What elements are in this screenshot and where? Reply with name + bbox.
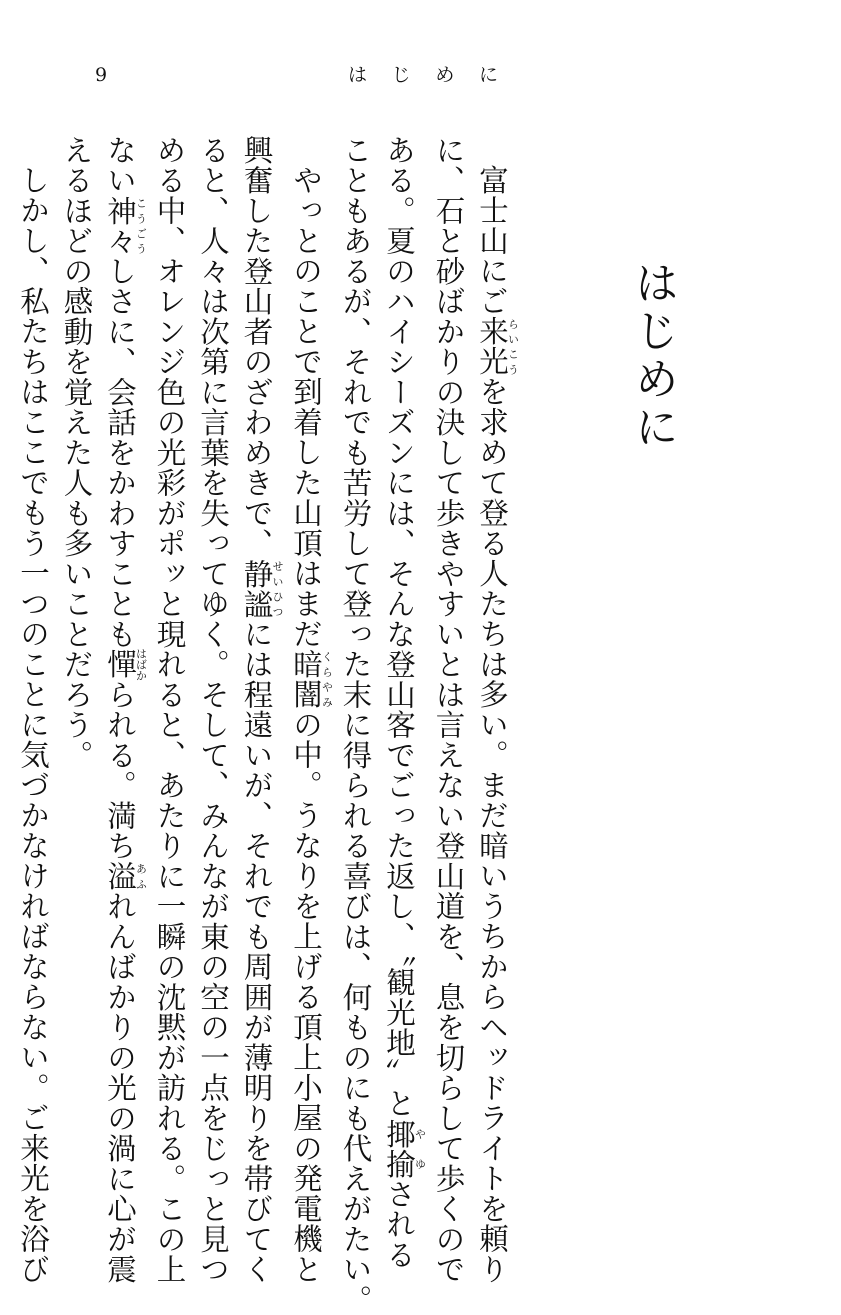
ruby-base: 暗闇 [289,649,323,710]
text-line: める中、オレンジ色の光彩がポッと現れると、あたりに一瞬の沈黙が訪れる。この上 [152,135,187,1285]
text-segment: ある。夏のハイシーズンには、そんな登山客でごった返し、〝観光地〟と [382,135,416,1119]
ruby-base: 神々 [103,195,137,256]
text-segment: やっとのことで到着した山頂はまだ [289,165,323,649]
chapter-title: はじめに [627,260,678,452]
text-line: しかし、私たちはここでもう一つのことに気づかなければならない。ご来光を浴び [16,165,50,1285]
ruby-annotation [475,316,520,377]
ruby-base: 憚 [103,647,137,681]
text-line [98,135,148,1285]
text-line: に、石と砂ばかりの決して歩きやすいとは言えない登山道を、息を切らして歩くので [431,135,466,1285]
text-segment: られる。満ち [103,679,137,861]
ruby-base: 来光 [475,316,509,377]
text-segment: ない [103,135,137,196]
ruby-annotation [382,1118,427,1180]
ruby-annotation [239,558,284,620]
text-segment: れんばかりの光の渦に心が震 [103,891,137,1285]
running-head [348,66,498,85]
ruby-reading: くらやみ [320,649,334,710]
text-segment: の中。うなりを上げる頂上小屋の発電機と [289,709,323,1285]
text-segment: 興奮した登山者のざわめきで、 [239,135,274,559]
text-line [234,135,284,1285]
text-line [377,135,427,1270]
ruby-annotation [103,647,148,681]
text-line: ると、人々は次第に言葉を失ってゆく。そして、みんなが東の空の一点をじっと見つ [196,135,230,1285]
ruby-annotation [289,649,334,710]
text-segment: 富士山にご [475,165,509,317]
ruby-base: 揶揄 [382,1118,416,1179]
text-segment: しさに、会話をかわすことも [103,256,137,650]
running-head-char: に [478,64,498,86]
text-line [284,135,334,1285]
ruby-annotation [103,195,148,257]
ruby-reading: あふ [134,861,148,892]
running-head-char: め [435,64,455,86]
ruby-base: 静謐 [239,558,274,619]
text-line [470,135,520,1285]
ruby-reading: せいひつ [271,558,284,619]
text-segment: には程遠いが、それでも周囲が薄明りを帯びてく [239,619,274,1285]
running-head-char: じ [391,64,411,86]
ruby-base: 溢 [103,861,137,892]
ruby-reading: らいこう [506,316,520,377]
text-segment: を求めて登る人たちは多い。まだ暗いうちからヘッドライトを頼り [475,376,509,1285]
body-text [11,135,520,1315]
ruby-reading: こうごう [134,195,148,256]
page-number: 9 [95,64,108,86]
text-segment: される [382,1179,416,1270]
ruby-reading: やゆ [413,1118,427,1179]
ruby-annotation [103,861,148,892]
running-head-char: は [348,64,368,86]
ruby-reading: はばか [134,647,148,681]
text-line: こともあるが、それでも苦労して登った末に得られる喜びは、何ものにも代えがたい。 [338,135,373,1315]
text-line: えるほどの感動を覚えた人も多いことだろう。 [59,135,94,771]
